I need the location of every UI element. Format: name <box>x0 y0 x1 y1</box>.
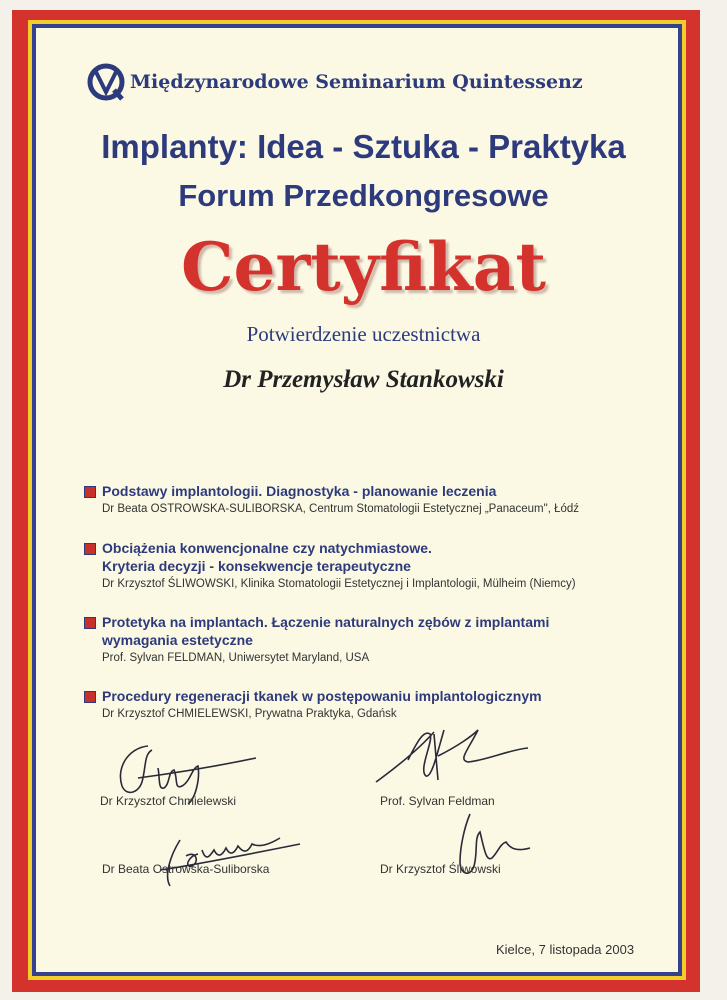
square-bullet-icon <box>84 543 96 555</box>
topic-item <box>84 539 674 590</box>
certificate-heading: Certyfikat <box>180 228 547 306</box>
topic-item <box>84 482 674 515</box>
topic-lecturer: Dr Beata OSTROWSKA-SULIBORSKA, Centrum Stomatologii Estetycznej „Panaceum", Łódź <box>102 503 580 515</box>
signature-name-1: Dr Krzysztof Chmielewski <box>100 794 237 808</box>
signature-ostrowska <box>140 826 310 896</box>
signature-sliwowski <box>430 808 550 890</box>
quintessenz-qv-logo-icon <box>86 62 126 102</box>
square-bullet-icon <box>84 691 96 703</box>
signature-name-3: Dr Beata Ostrowska-Suliborska <box>102 862 270 876</box>
topic-title-line2: wymagania estetyczne <box>102 632 253 648</box>
organization-name: Międzynarodowe Seminarium Quintessenz <box>130 71 583 93</box>
signature-name-4: Dr Krzysztof Śliwowski <box>380 862 501 876</box>
signature-feldman <box>368 720 538 790</box>
topic-lecturer: Dr Krzysztof CHMIELEWSKI, Prywatna Praktyka, Gdańsk <box>102 708 397 720</box>
topic-title: Procedury regeneracji tkanek w postępowaniu implantologicznym <box>102 688 542 704</box>
topic-lecturer: Prof. Sylvan FELDMAN, Uniwersytet Maryland, USA <box>102 652 370 664</box>
topic-item <box>84 687 674 720</box>
topic-title-line2: Kryteria decyzji - konsekwencje terapeutyczne <box>102 558 411 574</box>
square-bullet-icon <box>84 617 96 629</box>
event-subtitle: Forum Przedkongresowe <box>178 178 549 213</box>
participation-subtitle: Potwierdzenie uczestnictwa <box>246 322 481 346</box>
topic-lecturer: Dr Krzysztof ŚLIWOWSKI, Klinika Stomatologii Estetycznej i Implantologii, Mülheim (Niemcy) <box>102 578 576 590</box>
recipient-name: Dr Przemysław Stankowski <box>223 366 504 393</box>
event-title: Implanty: Idea - Sztuka - Praktyka <box>101 128 626 165</box>
topic-title: Podstawy implantologii. Diagnostyka - planowanie leczenia <box>102 483 497 499</box>
topic-title: Obciążenia konwencjonalne czy natychmiastowe. <box>102 540 432 556</box>
square-bullet-icon <box>84 486 96 498</box>
organization-header <box>86 62 646 102</box>
signature-name-2: Prof. Sylvan Feldman <box>380 794 495 808</box>
topic-title: Protetyka na implantach. Łączenie naturalnych zębów z implantami <box>102 614 550 630</box>
topic-item <box>84 613 674 664</box>
place-and-date: Kielce, 7 listopada 2003 <box>496 942 635 957</box>
